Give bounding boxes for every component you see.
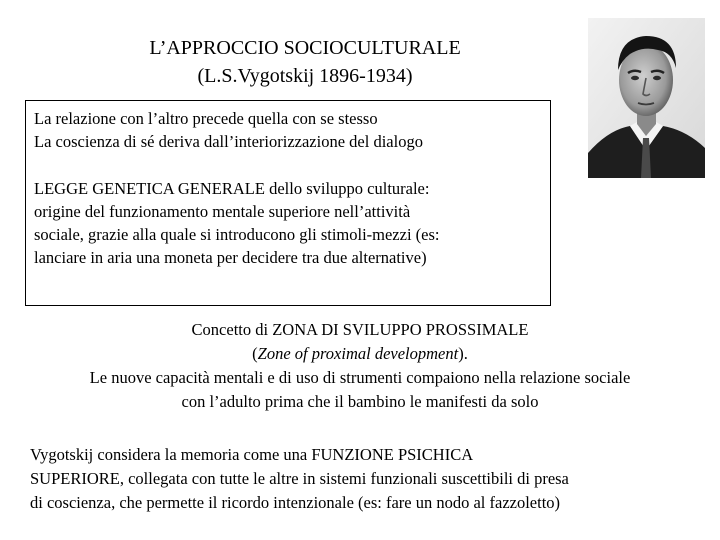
zona-line-4: con l’adulto prima che il bambino le manifesti da solo <box>181 392 539 411</box>
summary-box <box>25 100 551 306</box>
vygotsky-portrait <box>588 18 705 178</box>
title-line-1: L’APPROCCIO SOCIOCULTURALE <box>149 37 461 59</box>
zona-sviluppo-section <box>20 318 700 414</box>
zona-line-2 <box>20 342 700 366</box>
english-term: Zone of proximal development <box>257 344 459 363</box>
memoria-line-3: di coscienza, che permette il ricordo intenzionale (es: fare un nodo al fazzoletto) <box>30 493 561 512</box>
memoria-line-2: SUPERIORE, collegata con tutte le altre in sistemi funzionali suscettibili di presa <box>30 469 569 488</box>
memoria-line-1: Vygotskij considera la memoria come una FUNZIONE PSICHICA <box>30 445 474 464</box>
box-line-2: La coscienza di sé deriva dall’interiorizzazione del dialogo <box>34 132 423 151</box>
box-line-1: La relazione con l’altro precede quella con se stesso <box>34 109 378 128</box>
box-line-5: sociale, grazie alla quale si introducono gli stimoli-mezzi (es: <box>34 225 440 244</box>
paren-close: ). <box>458 344 468 363</box>
box-line-4: origine del funzionamento mentale superiore nell’attività <box>34 202 411 221</box>
box-line-6: lanciare in aria una moneta per decidere tra due alternative) <box>34 248 427 267</box>
box-gap <box>34 153 542 177</box>
paren-open: ( <box>252 344 258 363</box>
title-line-2: (L.S.Vygotskij 1896-1934) <box>197 65 413 87</box>
memoria-section <box>30 443 710 515</box>
zona-line-1: Concetto di ZONA DI SVILUPPO PROSSIMALE <box>191 320 529 339</box>
box-line-3: LEGGE GENETICA GENERALE dello sviluppo culturale: <box>34 179 430 198</box>
slide-title <box>60 34 550 90</box>
portrait-drawing <box>588 18 705 178</box>
zona-line-3: Le nuove capacità mentali e di uso di strumenti compaiono nella relazione sociale <box>89 368 631 387</box>
